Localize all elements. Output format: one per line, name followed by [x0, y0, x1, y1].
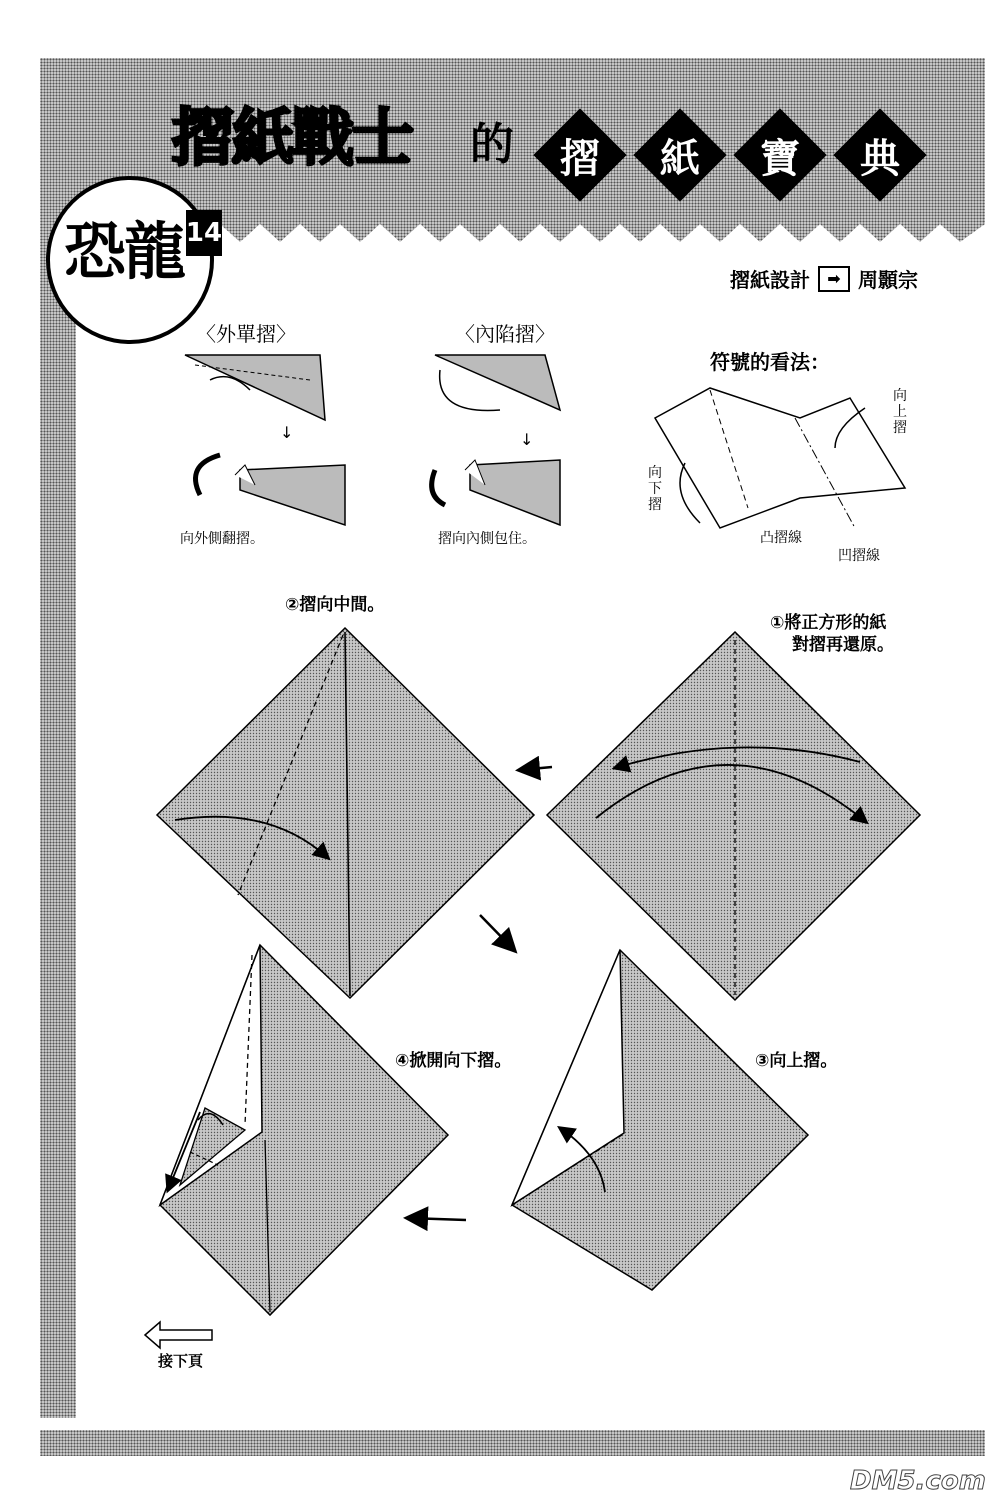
- valley-line-label: 凸摺線: [760, 530, 802, 546]
- inner-fold-title: 〈內陷摺〉: [455, 322, 555, 346]
- mountain-line-label: 凹摺線: [838, 548, 880, 564]
- svg-text:↓: ↓: [520, 430, 534, 449]
- arrow-step1-to-2: [520, 767, 552, 770]
- title-char-4: 典: [835, 110, 925, 200]
- step3-label: ③向上摺。: [755, 1051, 838, 1071]
- fold-down-label: 向下摺: [648, 465, 662, 513]
- watermark: DM5.com: [850, 1466, 986, 1496]
- outer-fold-caption: 向外側翻摺。: [180, 531, 264, 547]
- arrow-step2-to-3: [480, 915, 514, 950]
- arrow-right-icon: ➡: [818, 266, 850, 292]
- arrow-step3-to-4: [408, 1218, 466, 1220]
- logo-suffix: 的: [470, 119, 514, 170]
- step2-label: ②摺向中間。: [285, 595, 385, 615]
- step2-diagram: [157, 628, 534, 998]
- next-page-arrow: [145, 1322, 212, 1348]
- outer-fold-title: 〈外單摺〉: [196, 322, 296, 346]
- step1-diagram: [547, 632, 920, 1000]
- step1-label: ①將正方形的紙: [770, 613, 887, 633]
- designer-name: 周顥宗: [858, 268, 918, 292]
- symbols-title: 符號的看法：: [710, 350, 830, 374]
- episode-number: 14: [186, 210, 222, 256]
- subject-title: 恐龍: [64, 215, 185, 288]
- designer-label: 摺紙設計: [730, 268, 810, 292]
- title-char-3: 寶: [735, 110, 825, 200]
- svg-text:↓: ↓: [280, 423, 294, 442]
- title-char-1: 摺: [535, 110, 625, 200]
- title-char-2: 紙: [635, 110, 725, 200]
- series-logo: 摺紙戰士: [172, 101, 413, 174]
- fold-up-label: 向上摺: [893, 388, 907, 436]
- step3-diagram: [512, 950, 808, 1290]
- step4-diagram: [160, 945, 448, 1315]
- step4-label: ④掀開向下摺。: [395, 1051, 512, 1071]
- inner-fold-caption: 摺向內側包住。: [438, 531, 536, 547]
- next-page-label: 接下頁: [158, 1352, 204, 1370]
- step1-label-line2: 對摺再還原。: [792, 635, 894, 655]
